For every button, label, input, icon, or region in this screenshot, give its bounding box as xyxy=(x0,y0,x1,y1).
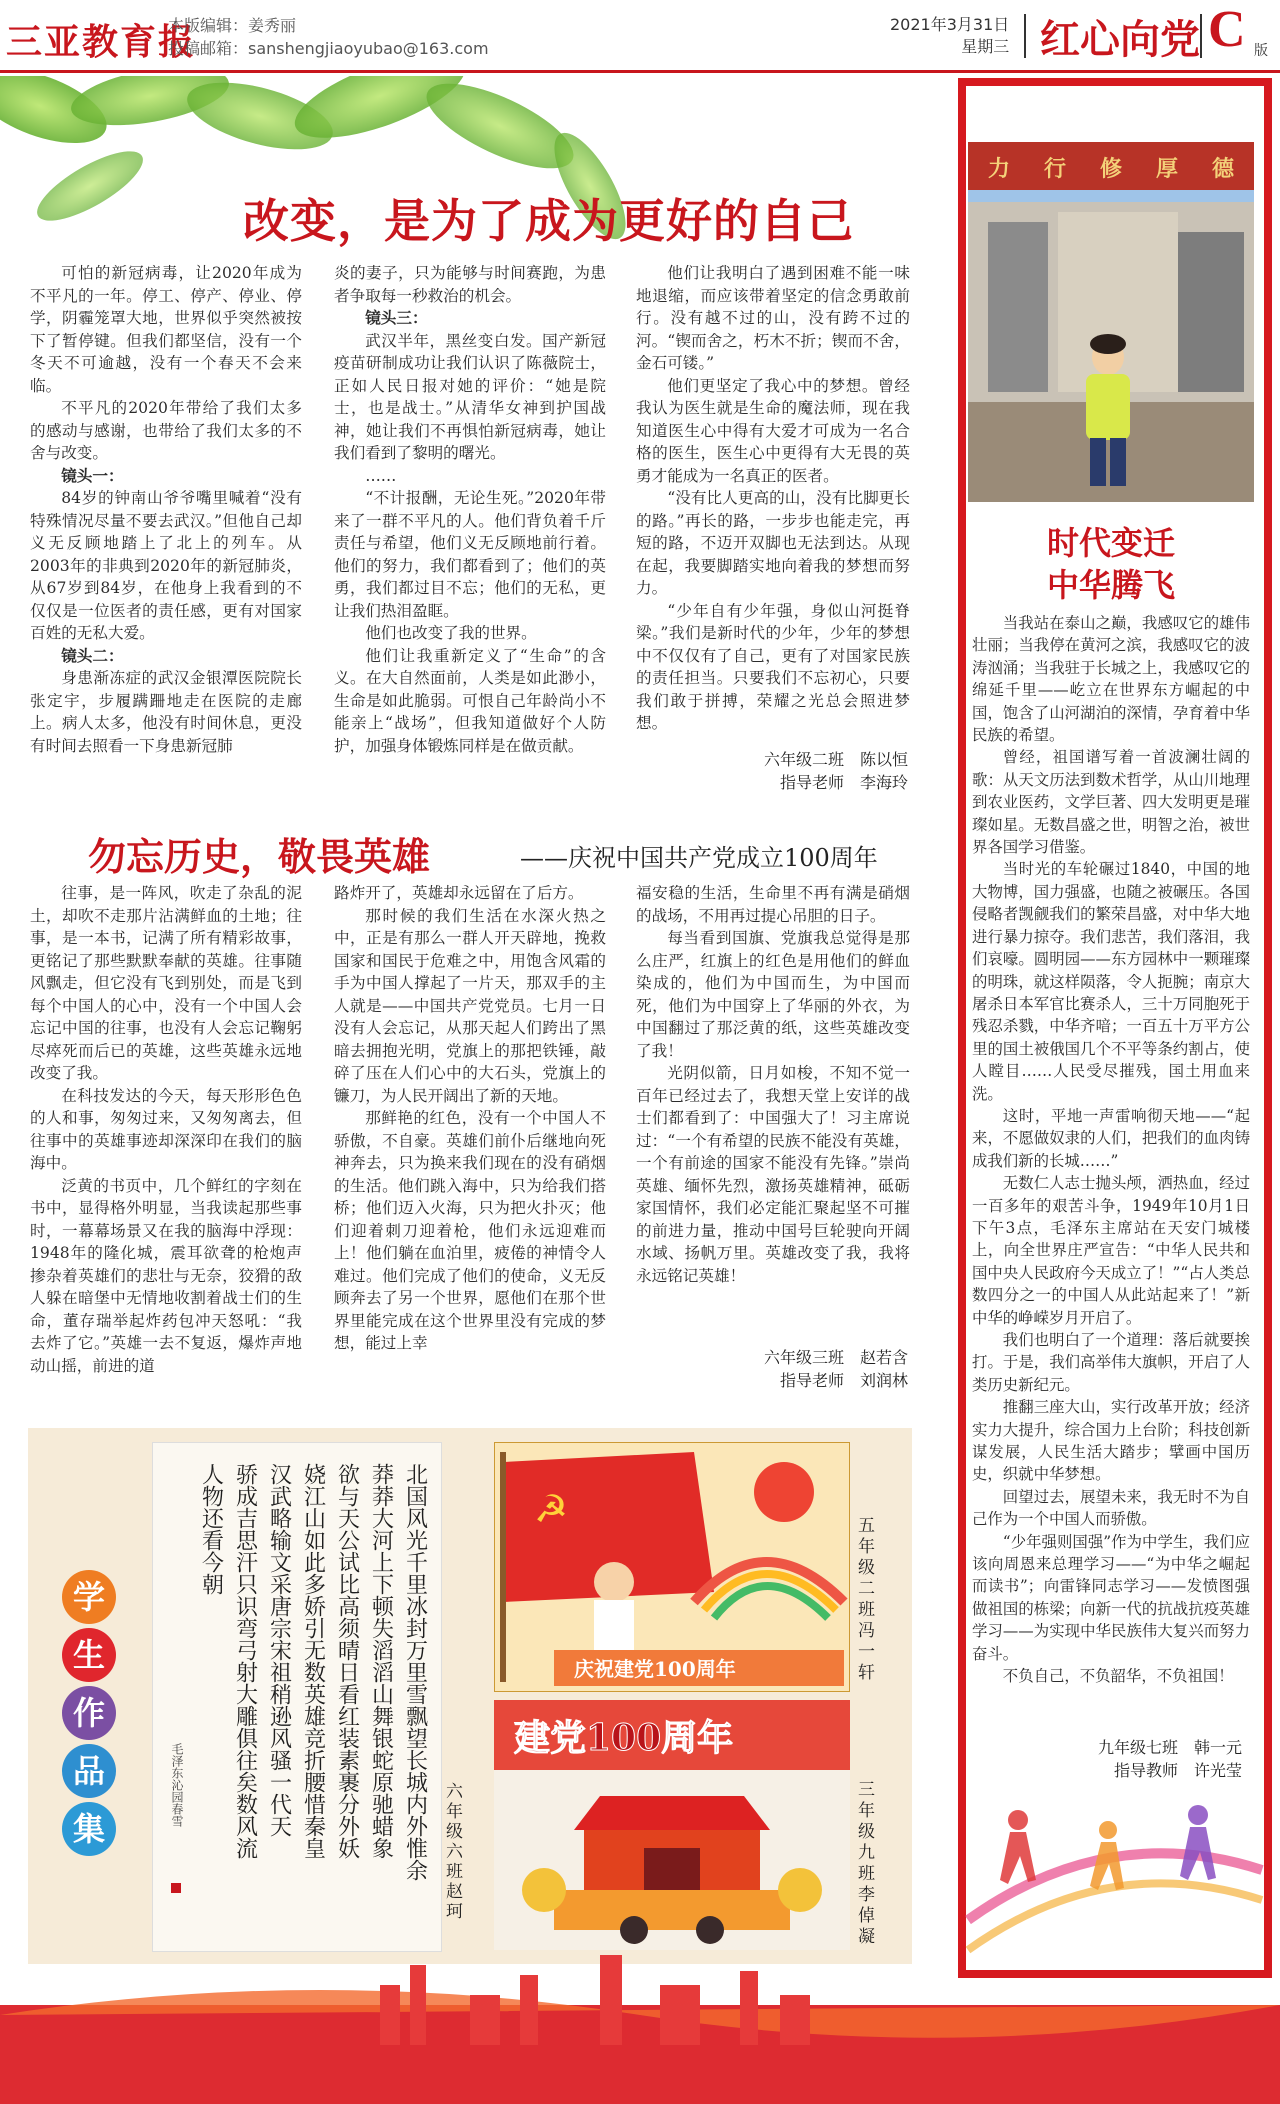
paragraph: 当我站在泰山之巅，我感叹它的雄伟壮丽；当我停在黄河之滨，我感叹它的波涛汹涌；当我驻于长城之上，我感叹它的绵延千里——屹立在世界东方崛起的中国，饱含了山河湖泊的深情，孕育着中华民族的希望。 xyxy=(972,614,1250,745)
page-header xyxy=(0,0,1280,76)
paragraph: 光阴似箭，日月如梭，不知不觉一百年已经过去了，我想天堂上安详的战士们都看到了：中国强大了！习主席说过：“一个有希望的民族不能没有英雄，一个有前途的国家不能没有先锋。”崇尚英雄、缅怀先烈，激扬英雄精神，砥砺家国情怀，我们必定能汇聚起坚不可摧的前进力量，推动中国号巨轮驶向开阔水域、扬帆万里。英雄改变了我，我将永远铭记英雄！ xyxy=(636,1064,910,1285)
paragraph: 武汉半年，黑丝变白发。国产新冠疫苗研制成功让我们认识了陈薇院士，正如人民日报对她的评价：“她是院士，也是战士。”从清华女神到护国战神，她让我们不再惧怕新冠病毒，她让我们看到了黎明的曙光。 xyxy=(334,331,606,462)
paragraph: 炎的妻子，只为能够与时间赛跑，为患者争取每一秒救治的机会。 xyxy=(334,264,606,305)
paragraph: 泛黄的书页中，几个鲜红的字刻在书中，显得格外明显，当我读起那些事时，一幕幕场景又在我的脑海中浮现：1948年的隆化城，震耳欲聋的枪炮声掺杂着英雄们的悲壮与无奈，狡猾的敌人躲在暗堡中无情地收割着战士们的生命，董存瑞举起炸药包冲天怒吼：“我去炸了它。”英雄一去不复返，爆炸声地动山摇，前进的道 xyxy=(30,1176,302,1375)
works-tag-character: 学 xyxy=(62,1570,116,1624)
works-tag-character: 品 xyxy=(62,1744,116,1798)
party-anniversary-drawing-2 xyxy=(494,1700,850,1950)
sidebar-author: 九年级七班 韩一元 xyxy=(1097,1738,1242,1757)
paragraph: 他们让我重新定义了“生命”的含义。在大自然面前，人类是如此渺小，生命是如此脆弱。可恨自己年龄尚小不能亲上“战场”，但我知道做好个人防护，加强身体锻炼同样是在做贡献。 xyxy=(334,646,606,755)
banner-character: 德 xyxy=(1212,156,1235,182)
calligraphy-signature: 毛泽东沁园春雪 xyxy=(170,1743,184,1827)
paragraph: 可怕的新冠病毒，让2020年成为不平凡的一年。停工、停产、停业、停学，阴霾笼罩大地，世界似乎突然被按下了暂停键。但我们都坚信，没有一个冬天不可逾越，没有一个春天不会来临。 xyxy=(30,264,302,395)
banner-character: 厚 xyxy=(1156,156,1179,182)
article2-title: 勿忘历史，敬畏英雄 xyxy=(88,834,431,879)
paragraph: “少年强则国强”作为中学生，我们应该向周恩来总理学习——“为中华之崛起而读书”；向雷锋同志学习——发愤图强做祖国的栋梁；向新一代的抗战抗疫英雄学习——为实现中华民族伟大复兴而努力奋斗。 xyxy=(972,1532,1250,1663)
paragraph: 他们更坚定了我心中的梦想。曾经我认为医生就是生命的魔法师，现在我知道医生心中得有大爱才可成为一名合格的医生，医生心中更得有大无畏的英勇才能成为一名真正的医者。 xyxy=(636,376,910,485)
banner-character: 修 xyxy=(1100,156,1123,182)
calligraphy-column: 娆江山如此多娇引无数英雄竞折腰惜秦皇 xyxy=(300,1463,326,1859)
skyline-footer-decoration xyxy=(0,1945,1280,2104)
seal-stamp xyxy=(171,1883,181,1893)
hammer-sickle-icon: ☭ xyxy=(534,1487,569,1531)
paragraph: 那鲜艳的红色，没有一个中国人不骄傲，不自豪。英雄们前仆后继地向死神奔去，只为换来我们现在的没有硝烟的生活。他们跳入海中，只为给我们搭桥；他们迈入火海，只为把火扑灭；他们迎着刺刀迎着枪，他们永远迎难而上！他们躺在血泊里，疲倦的神情令人难过。他们完成了他们的使命，义无反顾奔去了另一个世界，愿他们在那个世界里能完成在这个世界里没有完成的梦想，能过上幸 xyxy=(334,1109,606,1352)
article2-signature xyxy=(764,1346,908,1392)
calligraphy-author: 六年级六班 赵珂 xyxy=(446,1782,463,1922)
paragraph: 福安稳的生活，生命里不再有满是硝烟的战场，不用再过提心吊胆的日子。 xyxy=(636,884,910,925)
paragraph: “不计报酬，无论生死。”2020年带来了一群不平凡的人。他们背负着千斤责任与希望，他们义无反顾地前行着。他们的努力，我们都看到了；他们的英勇，我们都过目不忘；他们的无私，更让我们热泪盈眶。 xyxy=(334,489,606,620)
subheading: 镜头三： xyxy=(365,308,428,327)
subheading: 镜头一： xyxy=(61,465,124,485)
calligraphy-column: 欲与天公试比高须晴日看红装素裹分外妖 xyxy=(334,1463,360,1859)
calligraphy-column: 人物还看今朝 xyxy=(198,1463,224,1595)
sidebar-title-line1: 时代变迁 xyxy=(1046,524,1175,562)
calligraphy-artwork xyxy=(152,1442,442,1952)
article2-author: 六年级三班 赵若含 xyxy=(763,1348,908,1367)
calligraphy-column: 莽莽大河上下顿失滔滔山舞银蛇原驰蜡象 xyxy=(368,1463,394,1859)
article1-signature xyxy=(764,748,908,794)
header-rule xyxy=(0,70,1280,73)
paragraph: 这时，平地一声雷响彻天地——“起来，不愿做奴隶的人们，把我们的血肉铸成我们新的长城……” xyxy=(972,1106,1250,1170)
works-tag-character: 集 xyxy=(62,1802,116,1856)
drawing1-author: 五年级二班 冯一轩 xyxy=(858,1516,875,1683)
paragraph: 曾经，祖国谱写着一首波澜壮阔的歌：从天文历法到数术哲学，从山川地理到农业医药，文学巨著、四大发明更是璀璨如星。无数昌盛之世，明智之治，被世界各国学习借鉴。 xyxy=(972,748,1250,857)
sidebar-teacher: 指导教师 许光莹 xyxy=(1113,1761,1242,1780)
article1-title: 改变，是为了成为更好的自己 xyxy=(243,194,854,248)
editor-line: 本版编辑：姜秀丽 xyxy=(168,16,297,35)
party-anniversary-drawing-1 xyxy=(494,1442,850,1692)
calligraphy-column: 汉武略输文采唐宗宋祖稍逊风骚一代天 xyxy=(266,1463,292,1837)
article2-subtitle: ——庆祝中国共产党成立100周年 xyxy=(520,844,878,872)
article2-column-3 xyxy=(636,882,910,1287)
newspaper-logo: 三亚教育报 xyxy=(6,21,197,63)
works-tag-character: 生 xyxy=(62,1628,116,1682)
student-works-tag xyxy=(62,1570,132,1860)
version-letter: C xyxy=(1208,1,1246,58)
calligraphy-artwork-image xyxy=(153,1443,441,1951)
calligraphy-column: 骄成吉思汗只识弯弓射大雕俱往矣数风流 xyxy=(232,1463,258,1859)
article1-column-2 xyxy=(334,262,606,757)
paragraph: 往事，是一阵风，吹走了杂乱的泥土，却吹不走那片沾满鲜血的土地；往事，是一本书，记满了所有精彩故事，更铭记了那些默默奉献的英雄。往事随风飘走，但它没有飞到别处，而是飞到每个中国人的心中，没有一个中国人会忘记中国的往事，也没有人会忘记鞠躬尽瘁死而后已的英雄，这些英雄永远地改变了我。 xyxy=(30,884,302,1082)
article1-column-1 xyxy=(30,262,302,757)
sidebar-title-line2: 中华腾飞 xyxy=(1046,566,1175,604)
banner-character: 力 xyxy=(988,156,1011,182)
sidebar-article-body xyxy=(972,612,1250,1688)
paragraph: 不负自己，不负韶华，不负祖国！ xyxy=(1002,1667,1234,1686)
subheading: 镜头二： xyxy=(61,645,124,665)
paragraph: 不平凡的2020年带给了我们太多的感动与感谢，也带给了我们太多的不舍与改变。 xyxy=(30,399,302,462)
paragraph: 每当看到国旗、党旗我总觉得是那么庄严，红旗上的红色是用他们的鲜血染成的，他们为中国而生，为中国而死，他们为中国穿上了华丽的外衣，为中国翻过了那泛黄的纸，这些英雄改变了我！ xyxy=(636,929,910,1060)
paragraph: 无数仁人志士抛头颅，洒热血，经过一百多年的艰苦斗争，1949年10月1日下午3点，毛泽东主席站在天安门城楼上，向全世界庄严宣告：“中华人民共和国中央人民政府今天成立了！”“占人类总数四分之一的中国人从此站起来了！”新中华的峥嵘岁月开启了。 xyxy=(972,1174,1250,1327)
date-block xyxy=(890,14,1009,58)
section-title: 红心向党 xyxy=(1040,16,1200,63)
paragraph: 推翻三座大山，实行改革开放；经济实力大提升，综合国力上台阶；科技创新谋发展，人民生活大踏步；擘画中国历史，织就中华梦想。 xyxy=(972,1398,1250,1484)
paragraph: …… xyxy=(365,466,397,485)
paragraph: 回望过去，展望未来，我无时不为自己作为一个中国人而骄傲。 xyxy=(972,1487,1250,1529)
works-tag-character: 作 xyxy=(62,1686,116,1740)
paragraph: 他们也改变了我的世界。 xyxy=(365,624,537,642)
paragraph: 当时光的车轮碾过1840，中国的地大物博，国力强盛，也随之被碾压。各国侵略者觊觎我们的繁荣昌盛，对中华大地进行暴力掠夺。我们悲苦，我们落泪，我们哀嚎。圆明园——东方园林中一颗璀璨的明珠，就这样陨落，令人扼腕；南京大屠杀日本军官比赛杀人，三十万同胞死于残忍杀戮，中华齐喑；一百五十万平方公里的国土被俄国几个不平等条约割占，使人瞠目……人民受尽摧残，国土用血来洗。 xyxy=(972,860,1250,1103)
article2-column-2 xyxy=(334,882,606,1355)
drawing2-author: 三年级九班 李倬凝 xyxy=(858,1780,875,1947)
issue-date: 2021年3月31日 xyxy=(890,15,1010,34)
article2-column-1 xyxy=(30,882,302,1377)
paragraph: 我们也明白了一个道理：落后就要挨打。于是，我们高举伟大旗帜，开启了人类历史新纪元。 xyxy=(972,1331,1250,1394)
paragraph: 84岁的钟南山爷爷嘴里喊着“没有特殊情况尽量不要去武汉。”但他自己却义无反顾地踏上了北上的列车。从2003年的非典到2020年的新冠肺炎，从67岁到84岁，在他身上我看到的不仅仅是一位医者的责任感，更有对国家百姓的无私大爱。 xyxy=(30,489,302,642)
drawing2-caption: 建党100周年 xyxy=(514,1717,734,1759)
paragraph: 身患渐冻症的武汉金银潭医院院长张定宇，步履蹒跚地走在医院的走廊上。病人太多，他没有时间休息，更没有时间去照看一下身患新冠肺 xyxy=(30,669,302,755)
header-divider xyxy=(1200,14,1202,58)
paragraph: 在科技发达的今天，每天形形色色的人和事，匆匆过来，又匆匆离去，但往事中的英雄事迹却深深印在我们的脑海中。 xyxy=(30,1086,302,1172)
paragraph: “少年自有少年强，身似山河挺脊梁。”我们是新时代的少年，少年的梦想中不仅仅有了自己，更有了对国家民族的责任担当。只要我们不忘初心，只要我们敢于拼搏，荣耀之光总会照进梦想。 xyxy=(636,601,910,732)
header-divider xyxy=(1024,14,1026,58)
drawing1-caption: 庆祝建党100周年 xyxy=(574,1657,736,1681)
paragraph: 路炸开了，英雄却永远留在了后方。 xyxy=(334,884,584,902)
article1-column-3 xyxy=(636,262,910,735)
article2-teacher: 指导老师 刘润林 xyxy=(779,1371,908,1390)
calligraphy-column: 北国风光千里冰封万里雪飘望长城内外惟余 xyxy=(402,1463,428,1881)
paragraph: 他们让我明白了遇到困难不能一味地退缩，而应该带着坚定的信念勇敢前行。没有越不过的山，没有跨不过的河。“锲而舍之，朽木不折；锲而不舍，金石可镂。” xyxy=(636,264,910,372)
article1-teacher: 指导老师 李海玲 xyxy=(779,773,908,792)
banner-character: 行 xyxy=(1044,156,1067,182)
paragraph: “没有比人更高的山，没有比脚更长的路。”再长的路，一步步也能走完，再短的路，不迈开双脚也无法到达。从现在起，我要脚踏实地向着我的梦想而努力。 xyxy=(636,489,910,597)
paragraph: 那时候的我们生活在水深火热之中，正是有那么一群人开天辟地，挽救国家和国民于危难之中，用饱含风霜的手为中国人撑起了一片天，那双手的主人就是——中国共产党党员。七月一日没有人会忘记，从那天起人们跨出了黑暗去拥抱光明，党旗上的那把铁锤，敲碎了压在人们心中的大石头，党旗上的镰刀，为人民开阔出了新的天地。 xyxy=(334,906,606,1105)
version-suffix: 版 xyxy=(1254,43,1268,59)
editor-info xyxy=(168,14,489,60)
student-photo xyxy=(968,142,1254,502)
article1-author: 六年级二班 陈以恒 xyxy=(763,750,908,769)
email-line: 投稿邮箱：sanshengjiaoyubao@163.com xyxy=(168,39,489,58)
issue-weekday: 星期三 xyxy=(961,37,1010,56)
